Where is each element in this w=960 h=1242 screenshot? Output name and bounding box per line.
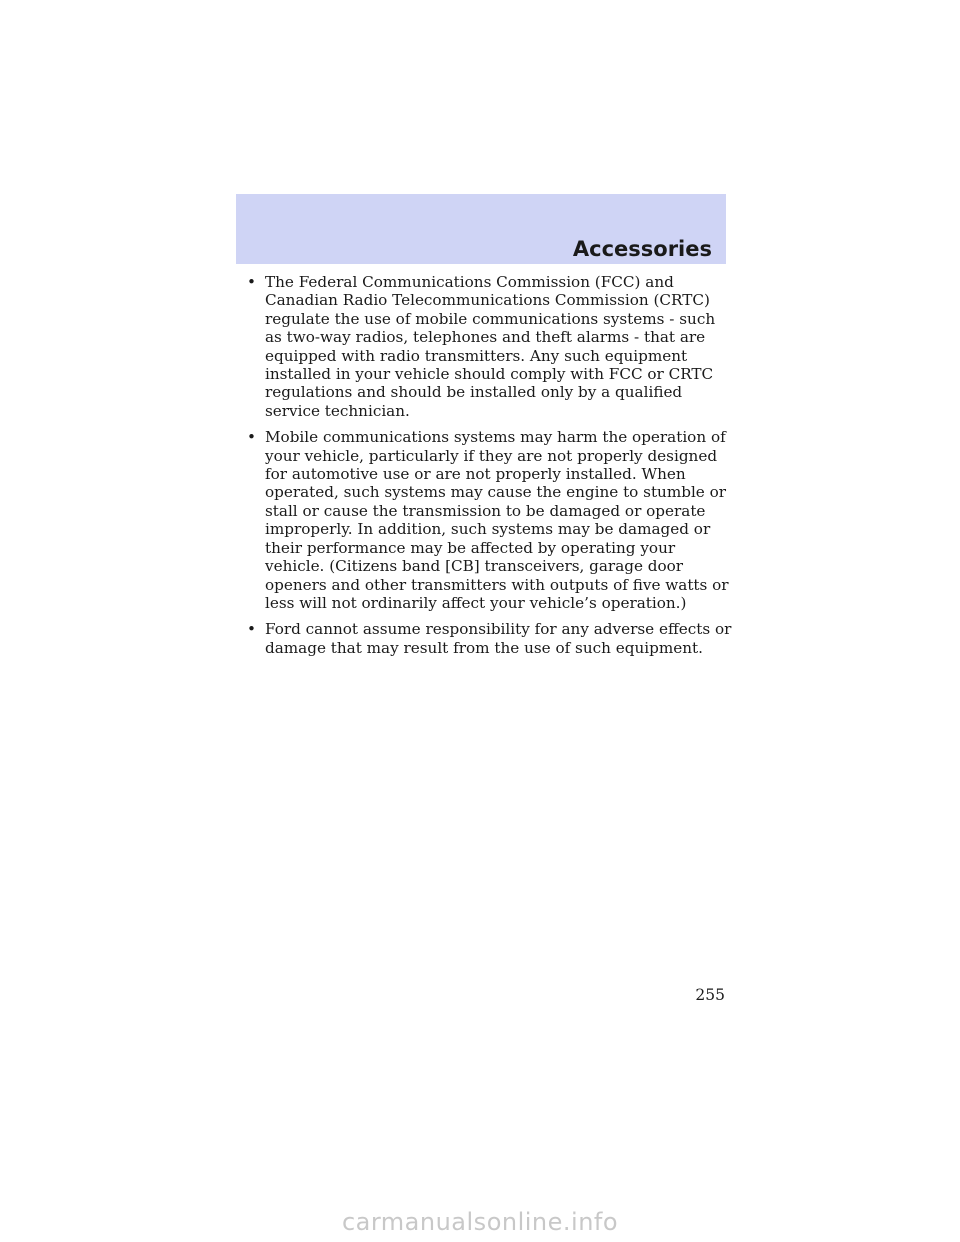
section-title: Accessories	[572, 237, 712, 261]
bullet-icon: •	[247, 428, 256, 447]
page-number: 255	[695, 986, 725, 1004]
bullet-item-fcc-regulations	[247, 273, 732, 420]
body-content	[247, 273, 732, 665]
bullet-text: Mobile communications systems may harm the operation of your vehicle, particularly if they are not properly designed for automotive use or are not properly installed. When operated, such systems may cause the engine to stumble or stall or cause the transmission to be damaged or operate improperly. In addition, such systems may be damaged or their performance may be affected by operating your vehicle. (Citizens band [CB] transceivers, garage door openers and other transmitters with outputs of five watts or less will not ordinarily affect your vehicle’s operation.)	[265, 428, 729, 612]
bullet-text: Ford cannot assume responsibility for any adverse effects or damage that may result from the use of such equipment.	[265, 620, 732, 657]
bullet-text: The Federal Communications Commission (FCC) and Canadian Radio Telecommunications Commission (CRTC) regulate the use of mobile communications systems - such as two-way radios, telephones and theft alarms - that are equipped with radio transmitters. Any such equipment installed in your vehicle should comply with FCC or CRTC regulations and should be installed only by a qualified service technician.	[265, 273, 716, 420]
bullet-icon: •	[247, 620, 256, 639]
section-header-band	[236, 194, 726, 264]
bullet-item-mobile-systems-harm	[247, 428, 732, 612]
watermark: carmanualsonline.info	[341, 1208, 619, 1236]
bullet-icon: •	[247, 273, 256, 291]
bullet-item-ford-responsibility	[247, 620, 732, 657]
